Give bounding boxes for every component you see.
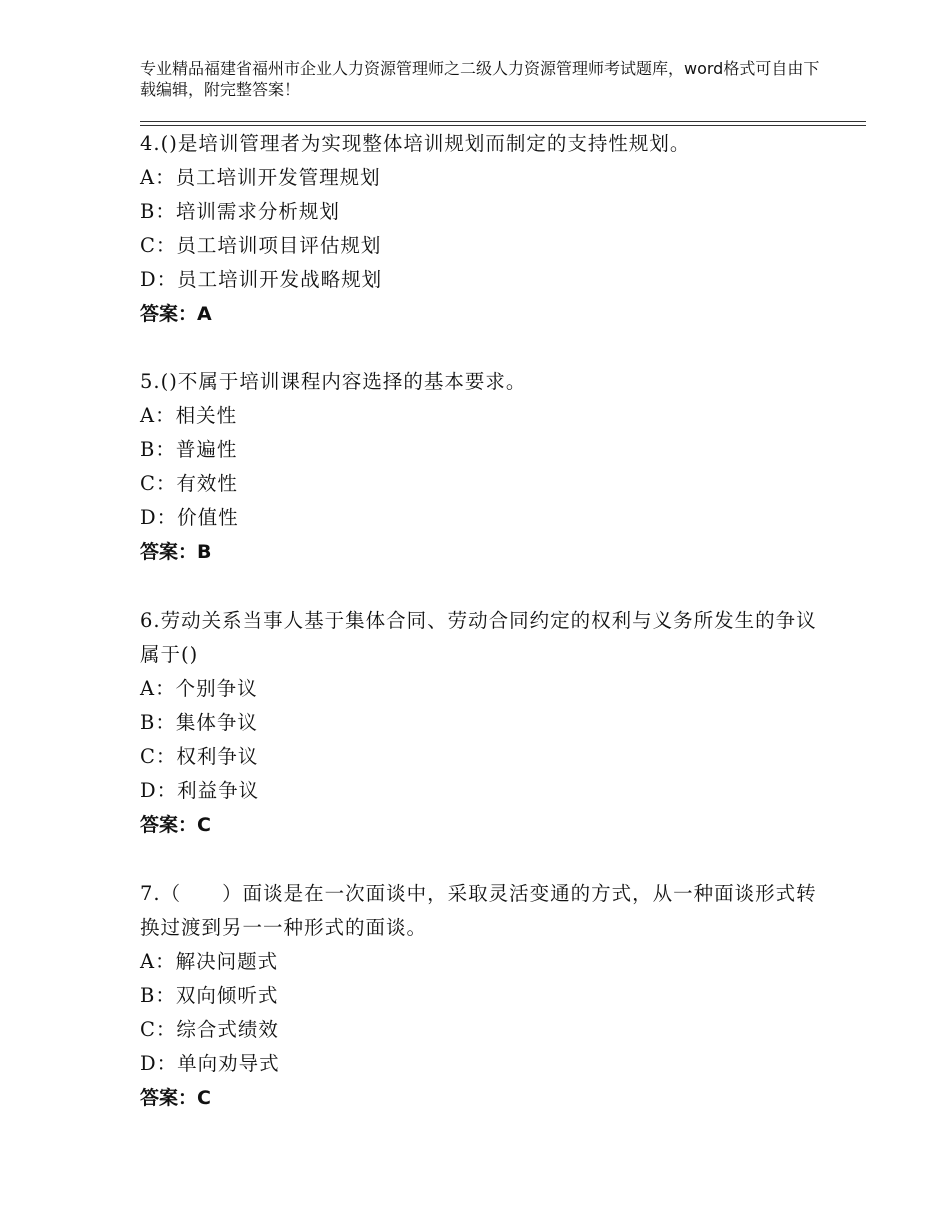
option-b: B：集体争议 bbox=[140, 711, 258, 734]
answer-label: 答案：C bbox=[140, 814, 211, 836]
header-title: 专业精品福建省福州市企业人力资源管理师之二级人力资源管理师考试题库，word格式可自由下载编辑，附完整答案！ bbox=[140, 59, 820, 99]
answer-label: 答案：C bbox=[140, 1087, 211, 1109]
answer-label: 答案：A bbox=[140, 303, 212, 325]
question-stem: 5.()不属于培训课程内容选择的基本要求。 bbox=[140, 370, 527, 393]
option-c: C：员工培训项目评估规划 bbox=[140, 234, 382, 257]
header-divider-top bbox=[140, 121, 866, 122]
question-stem: 7.（ ）面谈是在一次面谈中，采取灵活变通的方式，从一种面谈形式转换过渡到另一一种形式的面谈。 bbox=[140, 882, 817, 939]
option-d: D：利益争议 bbox=[140, 779, 260, 802]
option-d: D：员工培训开发战略规划 bbox=[140, 268, 383, 291]
question-4 bbox=[140, 127, 830, 331]
question-6 bbox=[140, 604, 830, 842]
question-stem: 6.劳动关系当事人基于集体合同、劳动合同约定的权利与义务所发生的争议属于() bbox=[140, 609, 817, 666]
option-d: D：价值性 bbox=[140, 506, 239, 529]
option-a: A：解决问题式 bbox=[140, 950, 279, 973]
question-5 bbox=[140, 365, 830, 569]
answer-label: 答案：B bbox=[140, 541, 212, 563]
option-b: B：双向倾听式 bbox=[140, 984, 279, 1007]
option-c: C：有效性 bbox=[140, 472, 238, 495]
question-stem: 4.()是培训管理者为实现整体培训规划而制定的支持性规划。 bbox=[140, 132, 691, 155]
option-a: A：个别争议 bbox=[140, 677, 258, 700]
option-a: A：员工培训开发管理规划 bbox=[140, 166, 381, 189]
question-7 bbox=[140, 877, 830, 1115]
option-b: B：普遍性 bbox=[140, 438, 238, 461]
header-divider-bottom bbox=[140, 125, 866, 126]
option-c: C：综合式绩效 bbox=[140, 1018, 279, 1041]
option-b: B：培训需求分析规划 bbox=[140, 200, 340, 223]
option-c: C：权利争议 bbox=[140, 745, 259, 768]
document-header bbox=[140, 58, 830, 100]
option-d: D：单向劝导式 bbox=[140, 1052, 280, 1075]
option-a: A：相关性 bbox=[140, 404, 238, 427]
